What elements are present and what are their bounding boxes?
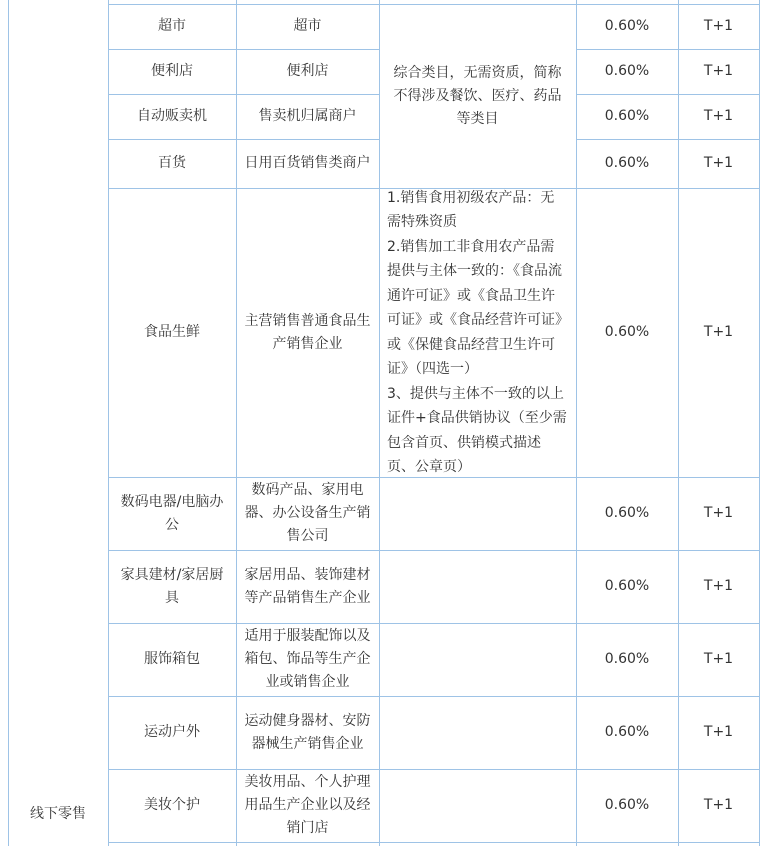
description-cell: 运动健身器材、安防器械生产销售企业 (244, 712, 371, 752)
subcategory-cell: 超市 (158, 18, 186, 34)
requirement-cell: 1.销售食用初级农产品：无需特殊资质 2.销售加工非食用农产品需提供与主体一致的：《食品流通许可证》或《食品卫生许可证》或《食品经营许可证》或《保健食品经营卫生许可证》（四选一） 3、提供与主体不一致的以上证件+食品供销协议（至少需包含首页、供销模式描述页、公章页） (387, 189, 567, 475)
description-cell: 便利店 (286, 63, 329, 79)
subcategory-cell: 服饰箱包 (144, 651, 200, 667)
table-horizontal-border (108, 139, 380, 140)
table-vertical-border (236, 0, 237, 846)
table-horizontal-border (576, 139, 760, 140)
table-vertical-border (759, 0, 760, 846)
table-horizontal-border (108, 49, 380, 50)
subcategory-cell: 百货 (158, 155, 186, 171)
rate-cell: 0.60% (604, 63, 650, 79)
subcategory-cell: 美妆个护 (144, 797, 200, 813)
table-horizontal-border (108, 769, 760, 770)
table-horizontal-border (108, 696, 760, 697)
rate-cell: 0.60% (604, 651, 650, 667)
rate-cell: 0.60% (604, 108, 650, 124)
table-vertical-border (8, 0, 9, 846)
table-vertical-border (108, 0, 109, 846)
table-horizontal-border (108, 94, 380, 95)
subcategory-cell: 自动贩卖机 (137, 108, 207, 124)
rate-cell: 0.60% (604, 324, 650, 340)
requirement-cell (379, 696, 576, 769)
settlement-cell: T+1 (703, 155, 734, 171)
settlement-cell: T+1 (703, 651, 734, 667)
table-vertical-border (379, 0, 380, 846)
settlement-cell: T+1 (703, 797, 734, 813)
rate-cell: 0.60% (604, 578, 650, 594)
settlement-cell: T+1 (703, 505, 734, 521)
rate-cell: 0.60% (604, 797, 650, 813)
rate-cell: 0.60% (604, 18, 650, 34)
description-cell: 主营销售普通食品生产销售企业 (244, 312, 371, 352)
table-horizontal-border (576, 94, 760, 95)
category-cell: 线下零售 (30, 806, 86, 822)
settlement-cell: T+1 (703, 63, 734, 79)
table-horizontal-border (108, 550, 760, 551)
description-cell: 数码产品、家用电器、办公设备生产销售公司 (244, 482, 371, 544)
description-cell: 美妆用品、个人护理用品生产企业以及经销门店 (244, 774, 371, 836)
table-horizontal-border (108, 188, 760, 189)
rate-cell: 0.60% (604, 724, 650, 740)
subcategory-cell: 数码电器/电脑办公 (120, 493, 224, 533)
subcategory-cell: 食品生鲜 (144, 324, 200, 340)
rate-cell: 0.60% (604, 155, 650, 171)
table-horizontal-border (108, 623, 760, 624)
requirement-cell (379, 550, 576, 623)
requirement-cell (379, 623, 576, 696)
table-vertical-border (678, 0, 679, 846)
description-cell: 售卖机归属商户 (258, 108, 357, 124)
requirement-cell (379, 769, 576, 842)
settlement-cell: T+1 (703, 108, 734, 124)
table-horizontal-border (108, 477, 760, 478)
description-cell: 日用百货销售类商户 (244, 155, 371, 171)
shared-requirement-cell: 综合类目，无需资质，简称不得涉及餐饮、医疗、药品等类目 (393, 64, 562, 127)
subcategory-cell: 家具建材/家居厨具 (120, 566, 224, 606)
rate-cell: 0.60% (604, 505, 650, 521)
settlement-cell: T+1 (703, 724, 734, 740)
settlement-cell: T+1 (703, 324, 734, 340)
table-horizontal-border (576, 49, 760, 50)
subcategory-cell: 运动户外 (144, 724, 200, 740)
table-horizontal-border (108, 842, 760, 843)
description-cell: 家居用品、装饰建材等产品销售生产企业 (244, 566, 371, 606)
requirement-cell (379, 477, 576, 550)
description-cell: 适用于服装配饰以及箱包、饰品等生产企业或销售企业 (244, 628, 371, 690)
table-vertical-border (576, 0, 577, 846)
settlement-cell: T+1 (703, 18, 734, 34)
table-horizontal-border (108, 4, 760, 5)
subcategory-cell: 便利店 (151, 63, 193, 79)
settlement-cell: T+1 (703, 578, 734, 594)
description-cell: 超市 (293, 18, 322, 34)
